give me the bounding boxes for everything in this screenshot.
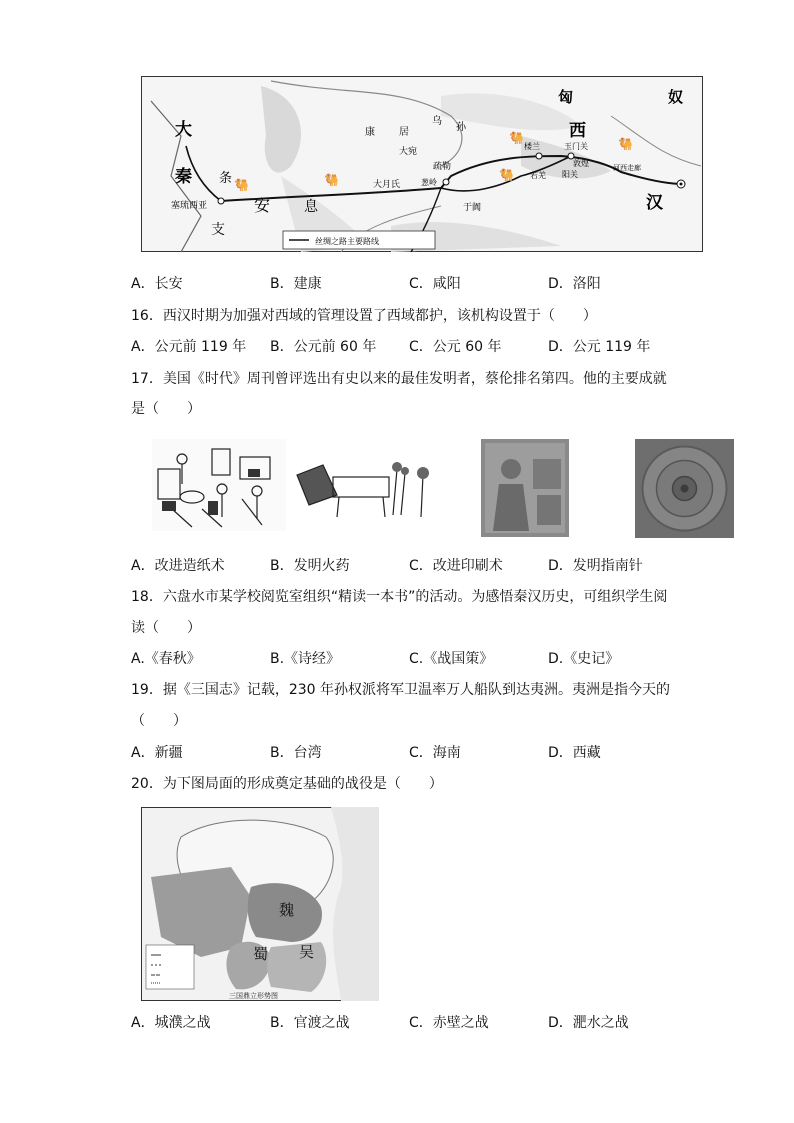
map-label-dunhuang: 敦煌 bbox=[573, 159, 589, 168]
svg-text:🐫: 🐫 bbox=[499, 168, 514, 182]
map-label-ju: 居 bbox=[399, 127, 409, 138]
map-label-congling: 葱岭 bbox=[421, 178, 437, 187]
map-label-han: 汉 bbox=[646, 193, 663, 213]
map-label-hexi: 河西走廊 bbox=[613, 164, 641, 172]
map-label-yutian: 于阗 bbox=[463, 203, 482, 213]
map-label-kangju: 康 bbox=[365, 127, 375, 138]
q16-stem: 16．西汉时期为加强对西域的管理设置了西域都护，该机构设置于（ ） bbox=[131, 308, 597, 324]
q20-option-c[interactable]: C．赤壁之战 bbox=[409, 1015, 489, 1031]
three-kingdoms-map bbox=[141, 807, 379, 1001]
q16-option-b[interactable]: B．公元前 60 年 bbox=[270, 339, 377, 355]
q20-stem: 20．为下图局面的形成奠定基础的战役是（ ） bbox=[131, 776, 443, 792]
q19-stem-line1: 19．据《三国志》记载，230 年孙权派将军卫温率万人船队到达夷洲。夷洲是指今天的 bbox=[131, 682, 670, 698]
q16-option-c[interactable]: C．公元 60 年 bbox=[409, 339, 502, 355]
map-legend: 丝绸之路主要路线 bbox=[315, 237, 379, 246]
q19-option-d[interactable]: D．西藏 bbox=[548, 745, 601, 761]
q17-option-b[interactable]: B．发明火药 bbox=[270, 558, 350, 574]
map-label-qin: 秦 bbox=[175, 167, 192, 187]
map-label-xi: 西 bbox=[569, 121, 586, 141]
q18-option-c[interactable]: C.《战国策》 bbox=[409, 651, 494, 667]
q19-option-b[interactable]: B．台湾 bbox=[270, 745, 322, 761]
map-label-yumenguan: 玉门关 bbox=[564, 142, 588, 151]
map-label-xiong: 匈 bbox=[558, 88, 574, 106]
map-label-dawan: 大宛 bbox=[399, 147, 418, 157]
silk-road-map bbox=[141, 76, 703, 252]
map-label-wu: 吴 bbox=[299, 943, 315, 961]
svg-text:🐫: 🐫 bbox=[234, 178, 249, 192]
q19-stem-line2: （ ） bbox=[131, 713, 187, 729]
map-label-wei: 魏 bbox=[279, 901, 295, 919]
q20-option-a[interactable]: A．城濮之战 bbox=[131, 1015, 211, 1031]
q17-option-a[interactable]: A．改进造纸术 bbox=[131, 558, 225, 574]
q18-option-a[interactable]: A.《春秋》 bbox=[131, 651, 201, 667]
q15-option-d[interactable]: D．洛阳 bbox=[548, 276, 601, 292]
map-label-da: 大 bbox=[175, 120, 192, 140]
q15-option-a[interactable]: A．长安 bbox=[131, 276, 183, 292]
map-label-tiao: 条 bbox=[219, 171, 233, 186]
q18-stem-line2: 读（ ） bbox=[131, 620, 201, 636]
q17-stem-line2: 是（ ） bbox=[131, 401, 201, 417]
q18-option-b[interactable]: B.《诗经》 bbox=[270, 651, 341, 667]
printing-relief-image bbox=[481, 439, 569, 537]
q15-option-b[interactable]: B．建康 bbox=[270, 276, 322, 292]
q18-stem-line1: 18．六盘水市某学校阅览室组织“精读一本书”的活动。为感悟秦汉历史，可组织学生阅 bbox=[131, 589, 668, 605]
svg-text:🐫: 🐫 bbox=[324, 173, 339, 187]
map-label-sun: 孙 bbox=[456, 122, 466, 133]
map-label-shule: 疏勒 bbox=[433, 162, 452, 172]
map-label-loulan: 楼兰 bbox=[524, 142, 540, 151]
compass-image bbox=[635, 439, 734, 538]
q17-option-c[interactable]: C．改进印刷术 bbox=[409, 558, 503, 574]
map-label-seleucia: 塞琉西亚 bbox=[171, 201, 208, 211]
q20-option-d[interactable]: D．淝水之战 bbox=[548, 1015, 629, 1031]
q17-option-d[interactable]: D．发明指南针 bbox=[548, 558, 643, 574]
gunpowder-illustration bbox=[293, 455, 441, 523]
q19-option-a[interactable]: A．新疆 bbox=[131, 745, 183, 761]
map-label-ruoqiang: 若羌 bbox=[530, 171, 546, 180]
map-label-xi-anxi: 息 bbox=[304, 199, 318, 215]
map-label-nu: 奴 bbox=[668, 88, 684, 106]
map-caption: 三国鼎立形势图 bbox=[229, 992, 278, 1000]
svg-text:🐫: 🐫 bbox=[509, 131, 524, 145]
papermaking-illustration bbox=[152, 439, 286, 531]
map-label-an: 安 bbox=[254, 196, 271, 215]
q19-option-c[interactable]: C．海南 bbox=[409, 745, 461, 761]
q18-option-d[interactable]: D.《史记》 bbox=[548, 651, 620, 667]
map-label-wu: 乌 bbox=[432, 116, 442, 127]
map-label-yangguan: 阳关 bbox=[562, 170, 578, 179]
map-label-dayuezhi: 大月氏 bbox=[373, 180, 401, 190]
map-label-shu: 蜀 bbox=[253, 945, 269, 963]
svg-text:🐫: 🐫 bbox=[618, 137, 633, 151]
map-label-zhi: 支 bbox=[211, 222, 225, 238]
q16-option-a[interactable]: A．公元前 119 年 bbox=[131, 339, 247, 355]
q17-stem-line1: 17．美国《时代》周刊曾评选出有史以来的最佳发明者，蔡伦排名第四。他的主要成就 bbox=[131, 371, 667, 387]
q15-option-c[interactable]: C．咸阳 bbox=[409, 276, 461, 292]
q20-option-b[interactable]: B．官渡之战 bbox=[270, 1015, 350, 1031]
q16-option-d[interactable]: D．公元 119 年 bbox=[548, 339, 651, 355]
